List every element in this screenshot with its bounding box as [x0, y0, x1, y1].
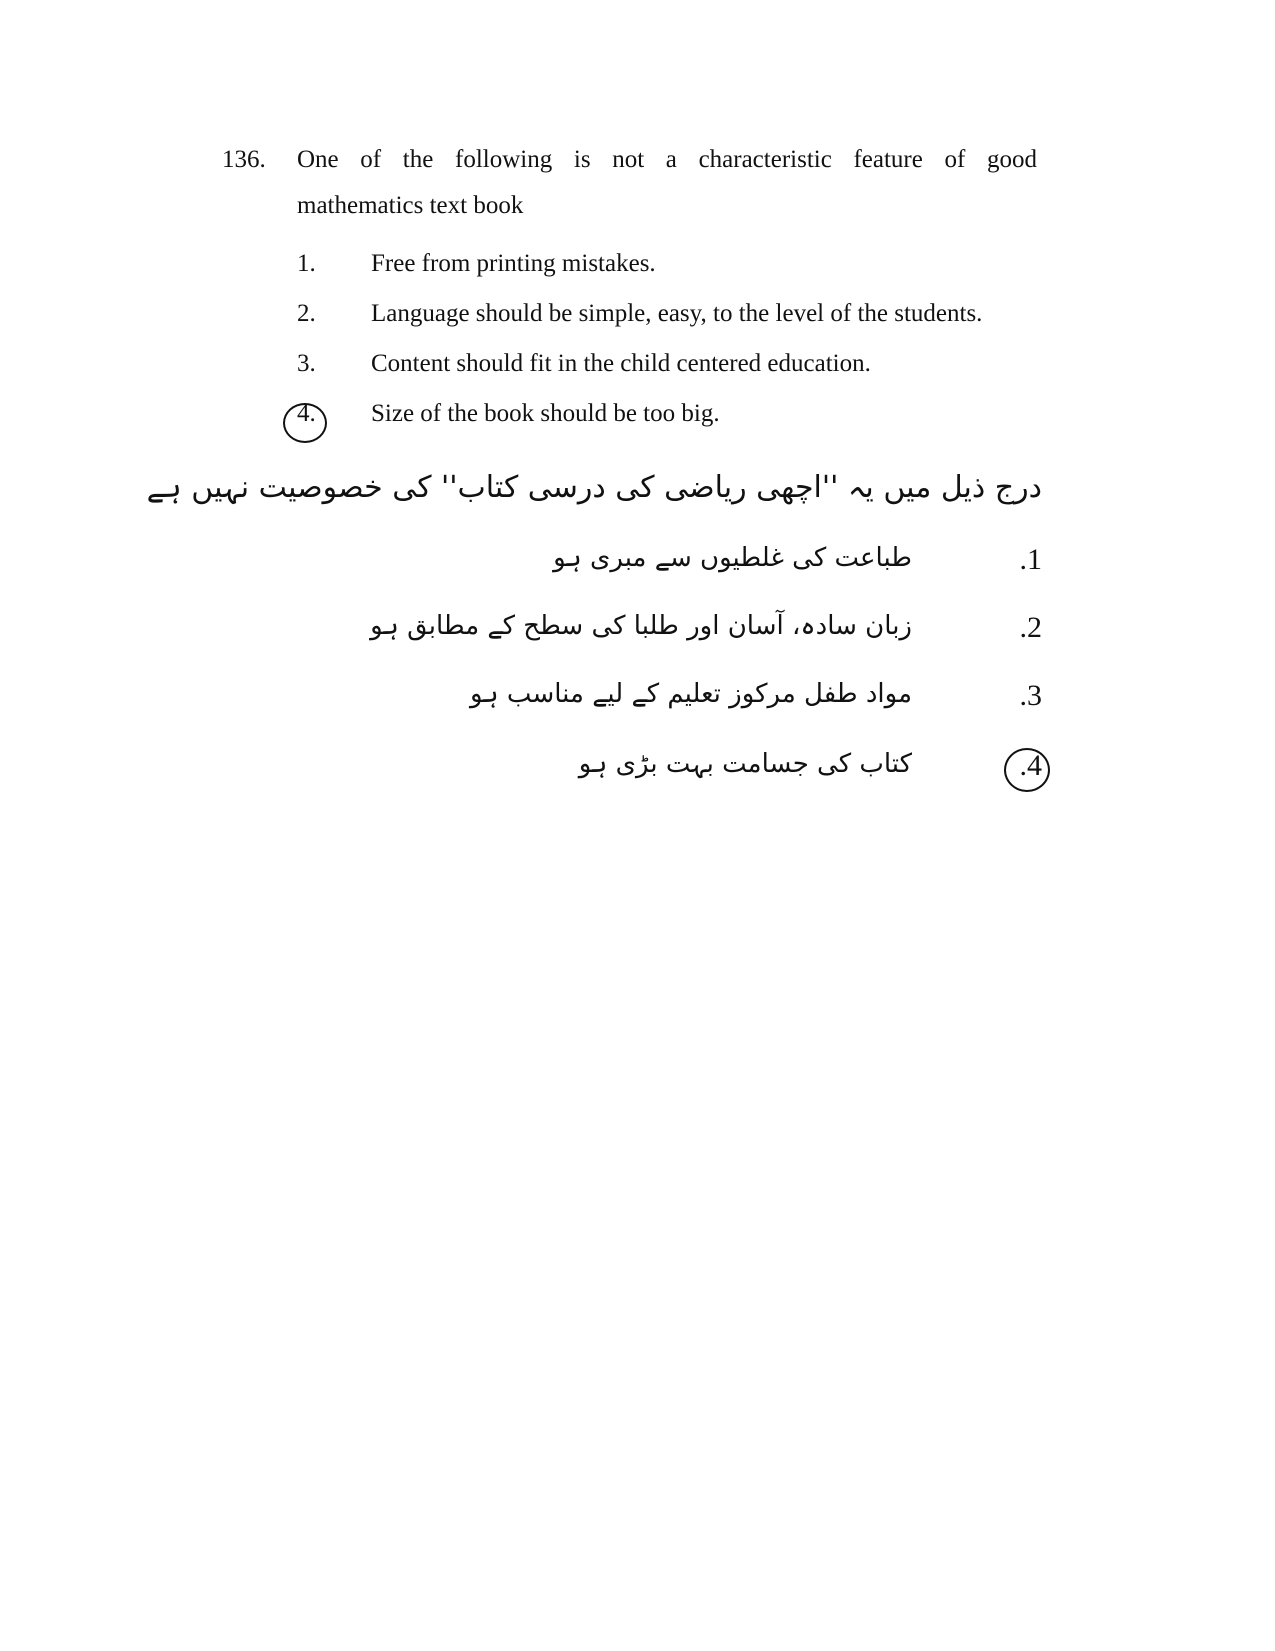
urdu-answer-circle-mark — [1004, 748, 1050, 792]
option-text: مواد طفل مرکوز تعلیم کے لیے مناسب ہو — [469, 679, 912, 709]
option-number: 2. — [297, 300, 316, 327]
option-number: 1. — [297, 250, 316, 277]
option-text: Language should be simple, easy, to the level of the students. — [371, 300, 983, 327]
option-text: زبان سادہ، آسان اور طلبا کی سطح کے مطابق ہو — [370, 611, 912, 641]
question-text-line2: mathematics text book — [297, 192, 524, 219]
question-text-line1: One of the following is not a characteristic feature of good — [297, 146, 1037, 173]
answer-circle-mark — [283, 403, 327, 443]
option-number: .4 — [1019, 749, 1042, 782]
option-number: 4. — [297, 400, 316, 427]
option-text: Content should fit in the child centered education. — [371, 350, 871, 377]
question-number: 136. — [222, 146, 266, 173]
option-number: 3. — [297, 350, 316, 377]
urdu-question-text: درج ذیل میں یہ ''اچھی ریاضی کی درسی کتاب'' کی خصوصیت نہیں ہے — [146, 470, 1042, 505]
option-text: طباعت کی غلطیوں سے مبری ہو — [553, 543, 912, 573]
option-number: .1 — [1019, 543, 1042, 576]
option-text: Free from printing mistakes. — [371, 250, 656, 277]
option-number: .2 — [1019, 611, 1042, 644]
option-number: .3 — [1019, 679, 1042, 712]
option-text: Size of the book should be too big. — [371, 400, 720, 427]
option-text: کتاب کی جسامت بہت بڑی ہو — [578, 749, 912, 779]
